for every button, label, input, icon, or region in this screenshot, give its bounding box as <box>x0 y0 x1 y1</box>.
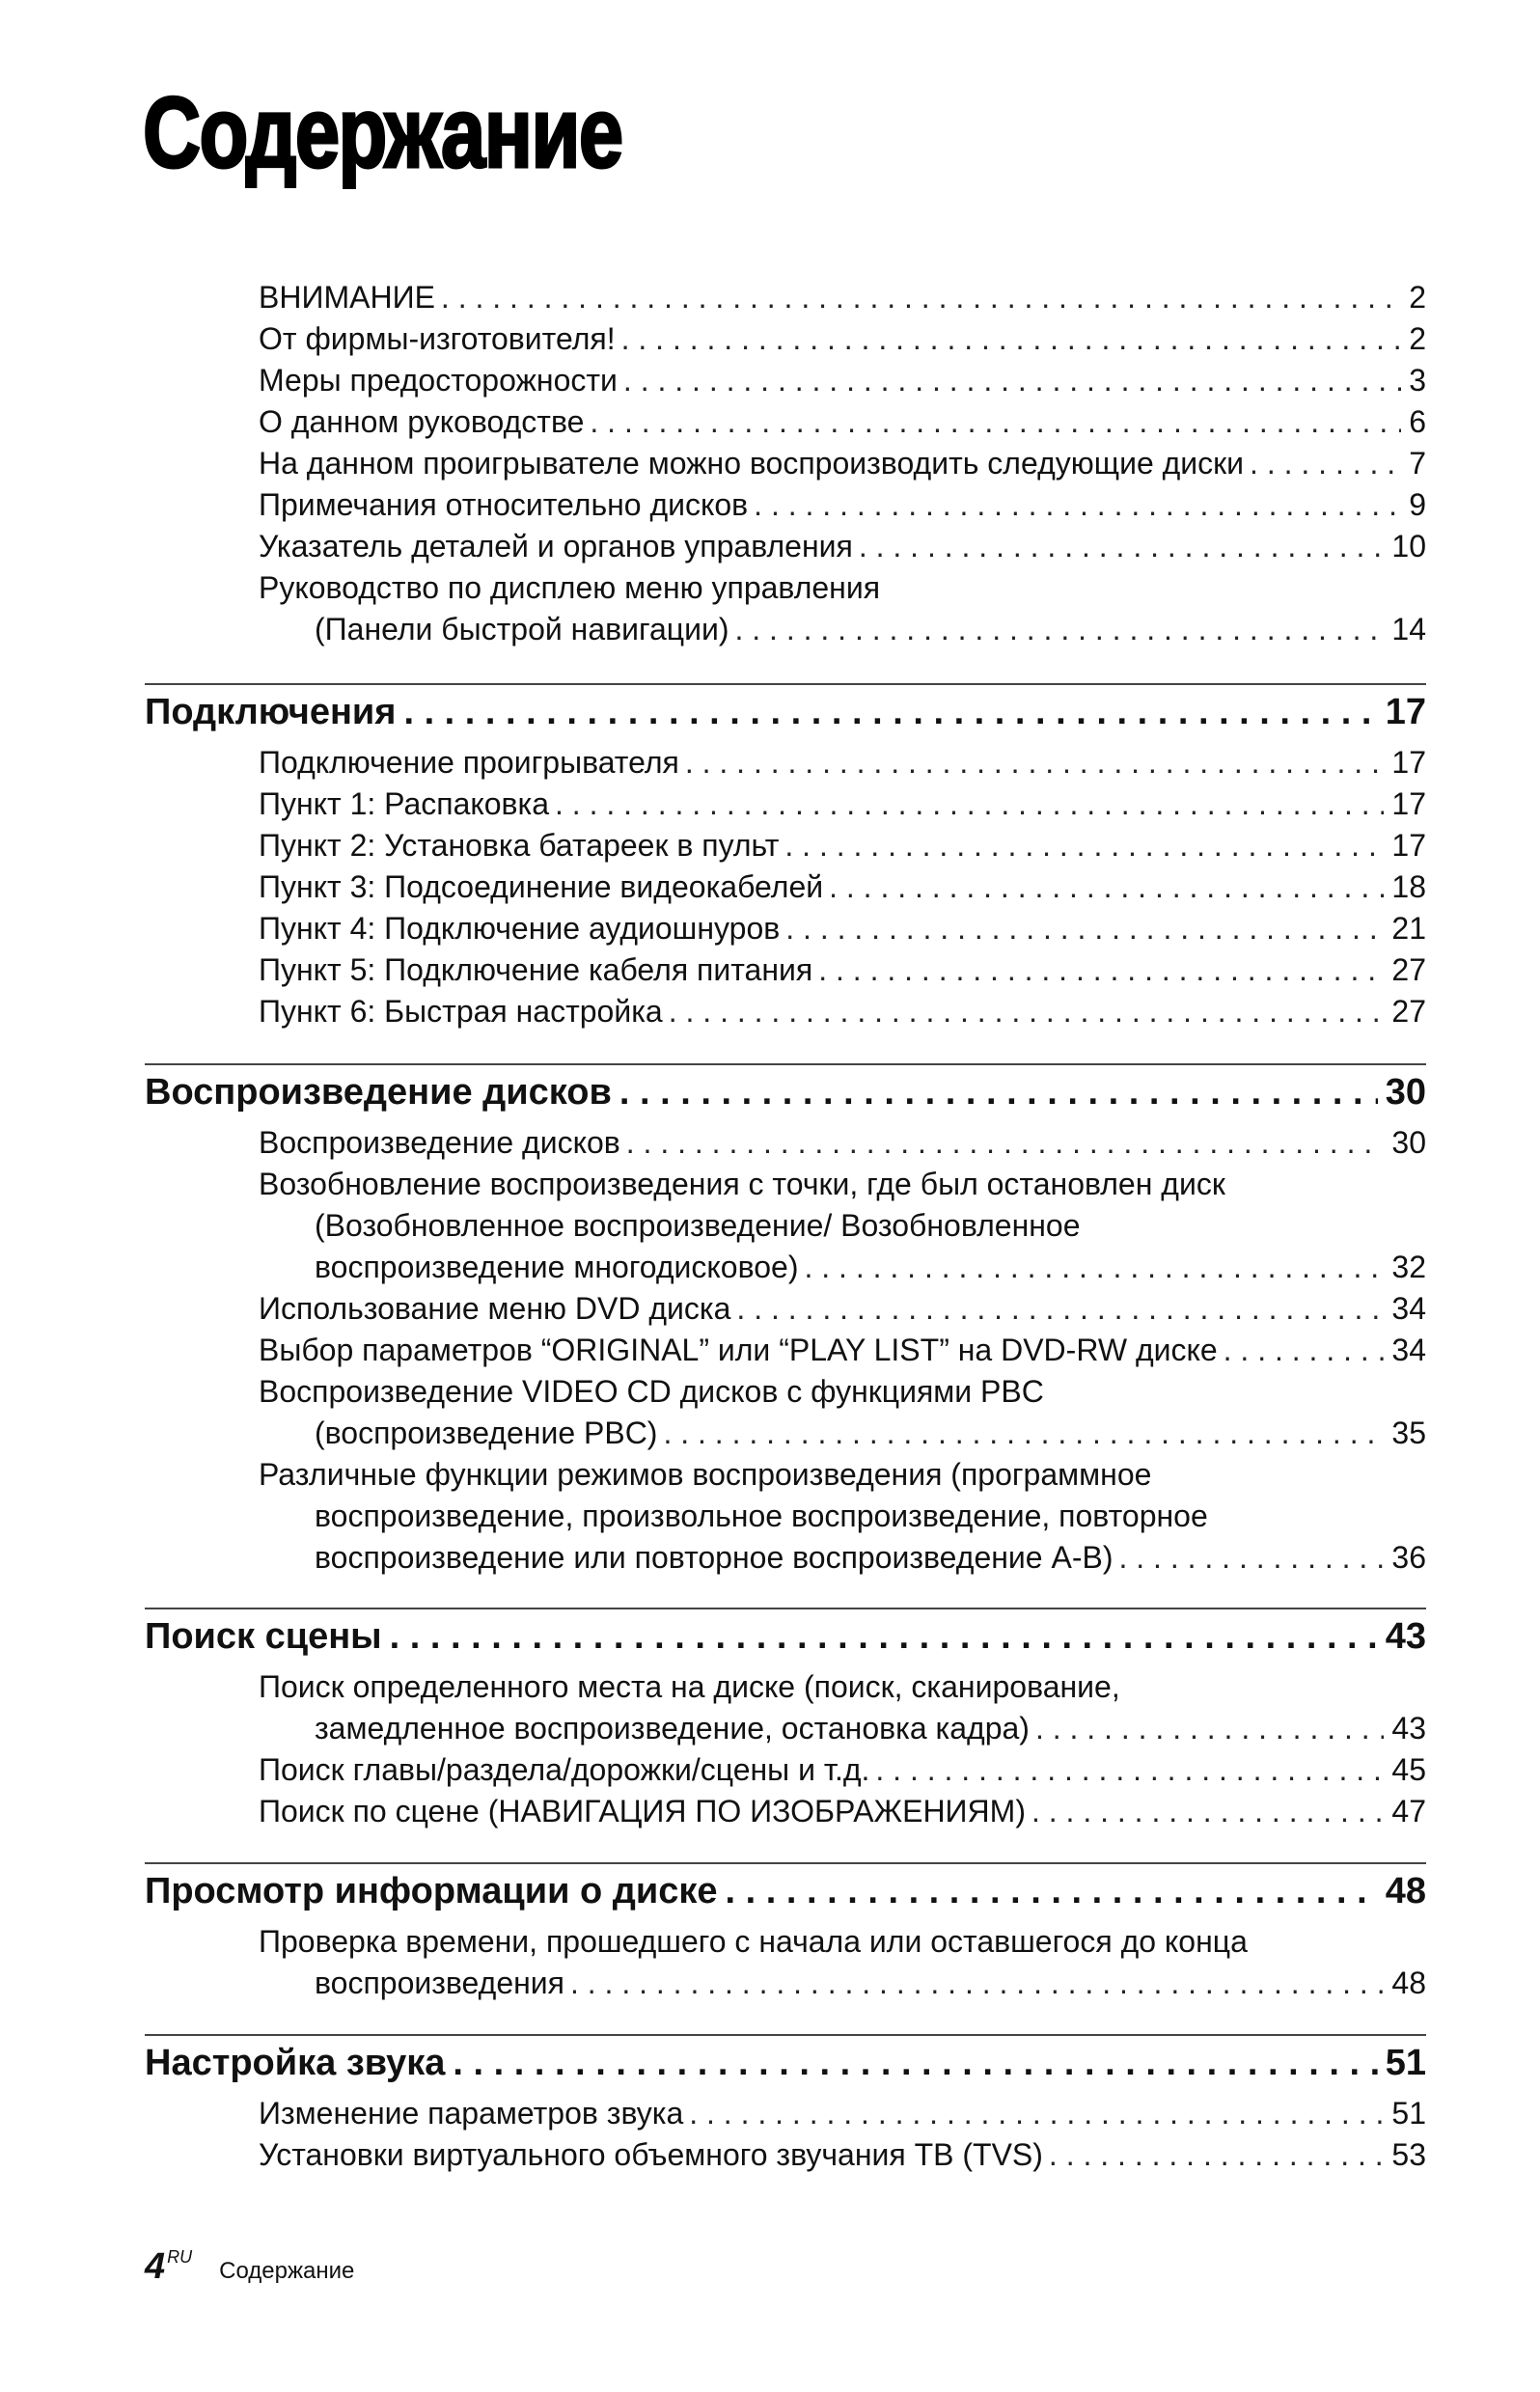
dot-leader <box>875 1750 1384 1789</box>
section-heading[interactable] <box>145 2040 1426 2086</box>
section-divider <box>145 1608 1426 1609</box>
toc-entry[interactable] <box>259 527 1426 565</box>
toc-entry-title: Пункт 2: Установка батареек в пульт <box>259 828 780 863</box>
toc-entry[interactable] <box>315 1414 1426 1452</box>
dot-leader <box>1250 444 1401 482</box>
toc-entry-title: Изменение параметров звука <box>259 2096 684 2131</box>
toc-entry-continuation: (воспроизведение PBC) <box>315 1416 658 1450</box>
toc-entry[interactable] <box>259 784 1426 823</box>
dot-leader <box>1035 1709 1384 1747</box>
toc-entry[interactable] <box>259 402 1426 441</box>
dot-leader <box>1031 1792 1384 1830</box>
toc-entry-title: От фирмы-изготовителя! <box>259 321 616 356</box>
toc-entry-title: Выбор параметров “ORIGINAL” или “PLAY LIST” на DVD-RW диске <box>259 1333 1218 1367</box>
toc-entry-title[interactable]: Возобновление воспроизведения с точки, где был остановлен диск <box>259 1167 1225 1201</box>
dot-leader <box>555 784 1384 823</box>
toc-entry[interactable] <box>259 319 1426 358</box>
section-page: 51 <box>1385 2043 1426 2083</box>
toc-entry-title[interactable]: Воспроизведение VIDEO CD дисков с функциями PBC <box>259 1374 1044 1409</box>
toc-entry[interactable] <box>315 610 1426 648</box>
toc-entry[interactable] <box>259 1123 1426 1162</box>
toc-entry[interactable] <box>259 950 1426 989</box>
toc-entry-page: 21 <box>1391 911 1426 946</box>
dot-leader <box>619 1069 1378 1115</box>
toc-entry-title: Использование меню DVD диска <box>259 1291 731 1326</box>
toc-entry-page: 43 <box>1391 1711 1426 1746</box>
dot-leader <box>390 1613 1378 1660</box>
footer-language-code: RU <box>167 2247 193 2267</box>
toc-entry-page: 17 <box>1391 828 1426 863</box>
toc-entry-title[interactable]: Руководство по дисплею меню управления <box>259 570 881 605</box>
section-title: Просмотр информации о диске <box>145 1871 718 1911</box>
section-heading[interactable] <box>145 1069 1426 1115</box>
toc-entry-page: 3 <box>1409 363 1426 398</box>
section-heading[interactable] <box>145 689 1426 735</box>
dot-leader <box>590 402 1401 441</box>
dot-leader <box>1049 2135 1384 2174</box>
dot-leader <box>663 1414 1384 1452</box>
dot-leader <box>441 278 1401 316</box>
toc-entry[interactable] <box>259 2094 1426 2132</box>
dot-leader <box>829 867 1384 906</box>
dot-leader <box>726 1868 1378 1914</box>
toc-entry[interactable] <box>259 1289 1426 1328</box>
toc-entry-page: 9 <box>1409 487 1426 522</box>
section-divider <box>145 2034 1426 2036</box>
toc-entry-title: Поиск главы/раздела/дорожки/сцены и т.д. <box>259 1752 870 1787</box>
footer-section-label: Содержание <box>219 2258 355 2284</box>
toc-entry-page: 48 <box>1391 1966 1426 2000</box>
dot-leader <box>403 689 1377 735</box>
toc-entry-continuation: замедленное воспроизведение, остановка кадра) <box>315 1711 1030 1746</box>
section-title: Поиск сцены <box>145 1616 382 1657</box>
toc-entry-title[interactable]: Поиск определенного места на диске (поиск, сканирование, <box>259 1669 1120 1704</box>
toc-entry[interactable] <box>259 867 1426 906</box>
dot-leader <box>570 1964 1384 2002</box>
toc-entry-page: 36 <box>1391 1540 1426 1575</box>
page-title: Содержание <box>143 77 622 189</box>
toc-entry-title: На данном проигрывателе можно воспроизводить следующие диски <box>259 446 1245 481</box>
dot-leader <box>734 610 1384 648</box>
toc-entry-page: 27 <box>1391 952 1426 987</box>
toc-entry[interactable] <box>259 361 1426 399</box>
toc-entry[interactable] <box>259 826 1426 865</box>
toc-entry[interactable] <box>259 1750 1426 1789</box>
dot-leader <box>453 2040 1377 2086</box>
toc-entry-title: Воспроизведение дисков <box>259 1125 620 1160</box>
dot-leader <box>689 2094 1384 2132</box>
toc-entry[interactable] <box>259 444 1426 482</box>
section-divider <box>145 1063 1426 1065</box>
section-divider <box>145 1862 1426 1864</box>
section-page: 43 <box>1385 1616 1426 1657</box>
toc-entry-page: 17 <box>1391 745 1426 780</box>
toc-entry[interactable] <box>315 1248 1426 1286</box>
dot-leader <box>785 909 1384 948</box>
toc-entry[interactable] <box>259 485 1426 524</box>
section-title: Настройка звука <box>145 2043 446 2083</box>
toc-entry-title: Пункт 6: Быстрая настройка <box>259 994 663 1029</box>
dot-leader <box>736 1289 1384 1328</box>
toc-entry-continuation: (Возобновленное воспроизведение/ Возобновленное <box>315 1208 1081 1243</box>
toc-entry-continuation: (Панели быстрой навигации) <box>315 612 729 646</box>
toc-entry[interactable] <box>259 278 1426 316</box>
toc-entry-page: 34 <box>1391 1291 1426 1326</box>
toc-entry-page: 2 <box>1409 280 1426 315</box>
dot-leader <box>754 485 1401 524</box>
toc-entry-title: Пункт 4: Подключение аудиошнуров <box>259 911 781 946</box>
toc-entry-title: Пункт 3: Подсоединение видеокабелей <box>259 869 824 904</box>
dot-leader <box>784 826 1384 865</box>
section-title: Подключения <box>145 692 397 732</box>
toc-entry-title[interactable]: Различные функции режимов воспроизведения (программное <box>259 1457 1152 1492</box>
toc-entry[interactable] <box>315 1709 1426 1747</box>
toc-entry-page: 51 <box>1391 2096 1426 2131</box>
dot-leader <box>621 319 1402 358</box>
toc-entry-title: Примечания относительно дисков <box>259 487 749 522</box>
footer-page-number: 4 <box>145 2246 166 2287</box>
dot-leader <box>859 527 1385 565</box>
section-page: 30 <box>1385 1072 1426 1113</box>
toc-entry-page: 6 <box>1409 404 1426 439</box>
toc-entry-page: 27 <box>1391 994 1426 1029</box>
toc-entry-continuation: воспроизведения <box>315 1966 564 2000</box>
dot-leader <box>669 992 1385 1031</box>
toc-entry-title: О данном руководстве <box>259 404 585 439</box>
toc-entry[interactable] <box>259 1331 1426 1369</box>
dot-leader <box>1224 1331 1385 1369</box>
toc-entry-continuation: воспроизведение многодисковое) <box>315 1250 799 1284</box>
section-title: Воспроизведение дисков <box>145 1072 612 1113</box>
toc-entry[interactable] <box>259 992 1426 1031</box>
toc-entry-title: Поиск по сцене (НАВИГАЦИЯ ПО ИЗОБРАЖЕНИЯМ) <box>259 1794 1026 1828</box>
toc-entry-title: Пункт 1: Распаковка <box>259 786 550 821</box>
dot-leader <box>623 361 1401 399</box>
toc-entry-page: 35 <box>1391 1416 1426 1450</box>
toc-entry[interactable] <box>259 2135 1426 2174</box>
toc-entry-page: 30 <box>1391 1125 1426 1160</box>
dot-leader <box>818 950 1384 989</box>
section-heading[interactable] <box>145 1868 1426 1914</box>
toc-entry-page: 17 <box>1391 786 1426 821</box>
toc-entry-page: 32 <box>1391 1250 1426 1284</box>
toc-entry[interactable] <box>315 1538 1426 1577</box>
toc-entry-page: 45 <box>1391 1752 1426 1787</box>
toc-entry-page: 14 <box>1391 612 1426 646</box>
toc-entry-title: Подключение проигрывателя <box>259 745 679 780</box>
toc-entry-page: 2 <box>1409 321 1426 356</box>
section-heading[interactable] <box>145 1613 1426 1660</box>
toc-entry-page: 7 <box>1409 446 1426 481</box>
dot-leader <box>685 743 1385 782</box>
toc-entry-title: Пункт 5: Подключение кабеля питания <box>259 952 813 987</box>
dot-leader <box>626 1123 1385 1162</box>
toc-entry-page: 53 <box>1391 2137 1426 2172</box>
dot-leader <box>804 1248 1384 1286</box>
section-page: 17 <box>1385 692 1426 732</box>
toc-entry-page: 47 <box>1391 1794 1426 1828</box>
toc-entry-title[interactable]: Проверка времени, прошедшего с начала или оставшегося до конца <box>259 1924 1248 1959</box>
toc-entry[interactable] <box>259 909 1426 948</box>
toc-entry-title: Указатель деталей и органов управления <box>259 529 853 564</box>
toc-entry-title: Установки виртуального объемного звучания ТВ (TVS) <box>259 2137 1043 2172</box>
dot-leader <box>1118 1538 1384 1577</box>
toc-entry-page: 34 <box>1391 1333 1426 1367</box>
page-footer <box>145 2246 354 2288</box>
toc-entry-title: Меры предосторожности <box>259 363 618 398</box>
toc-entry-page: 10 <box>1391 529 1426 564</box>
toc-entry-continuation: воспроизведение, произвольное воспроизведение, повторное <box>315 1498 1208 1533</box>
toc-entry-continuation: воспроизведение или повторное воспроизведение A-B) <box>315 1540 1114 1575</box>
toc-entry-page: 18 <box>1391 869 1426 904</box>
toc-entry-title: ВНИМАНИЕ <box>259 280 435 315</box>
section-divider <box>145 683 1426 685</box>
toc-entry[interactable] <box>315 1964 1426 2002</box>
section-page: 48 <box>1385 1871 1426 1911</box>
toc-entry[interactable] <box>259 743 1426 782</box>
toc-entry[interactable] <box>259 1792 1426 1830</box>
